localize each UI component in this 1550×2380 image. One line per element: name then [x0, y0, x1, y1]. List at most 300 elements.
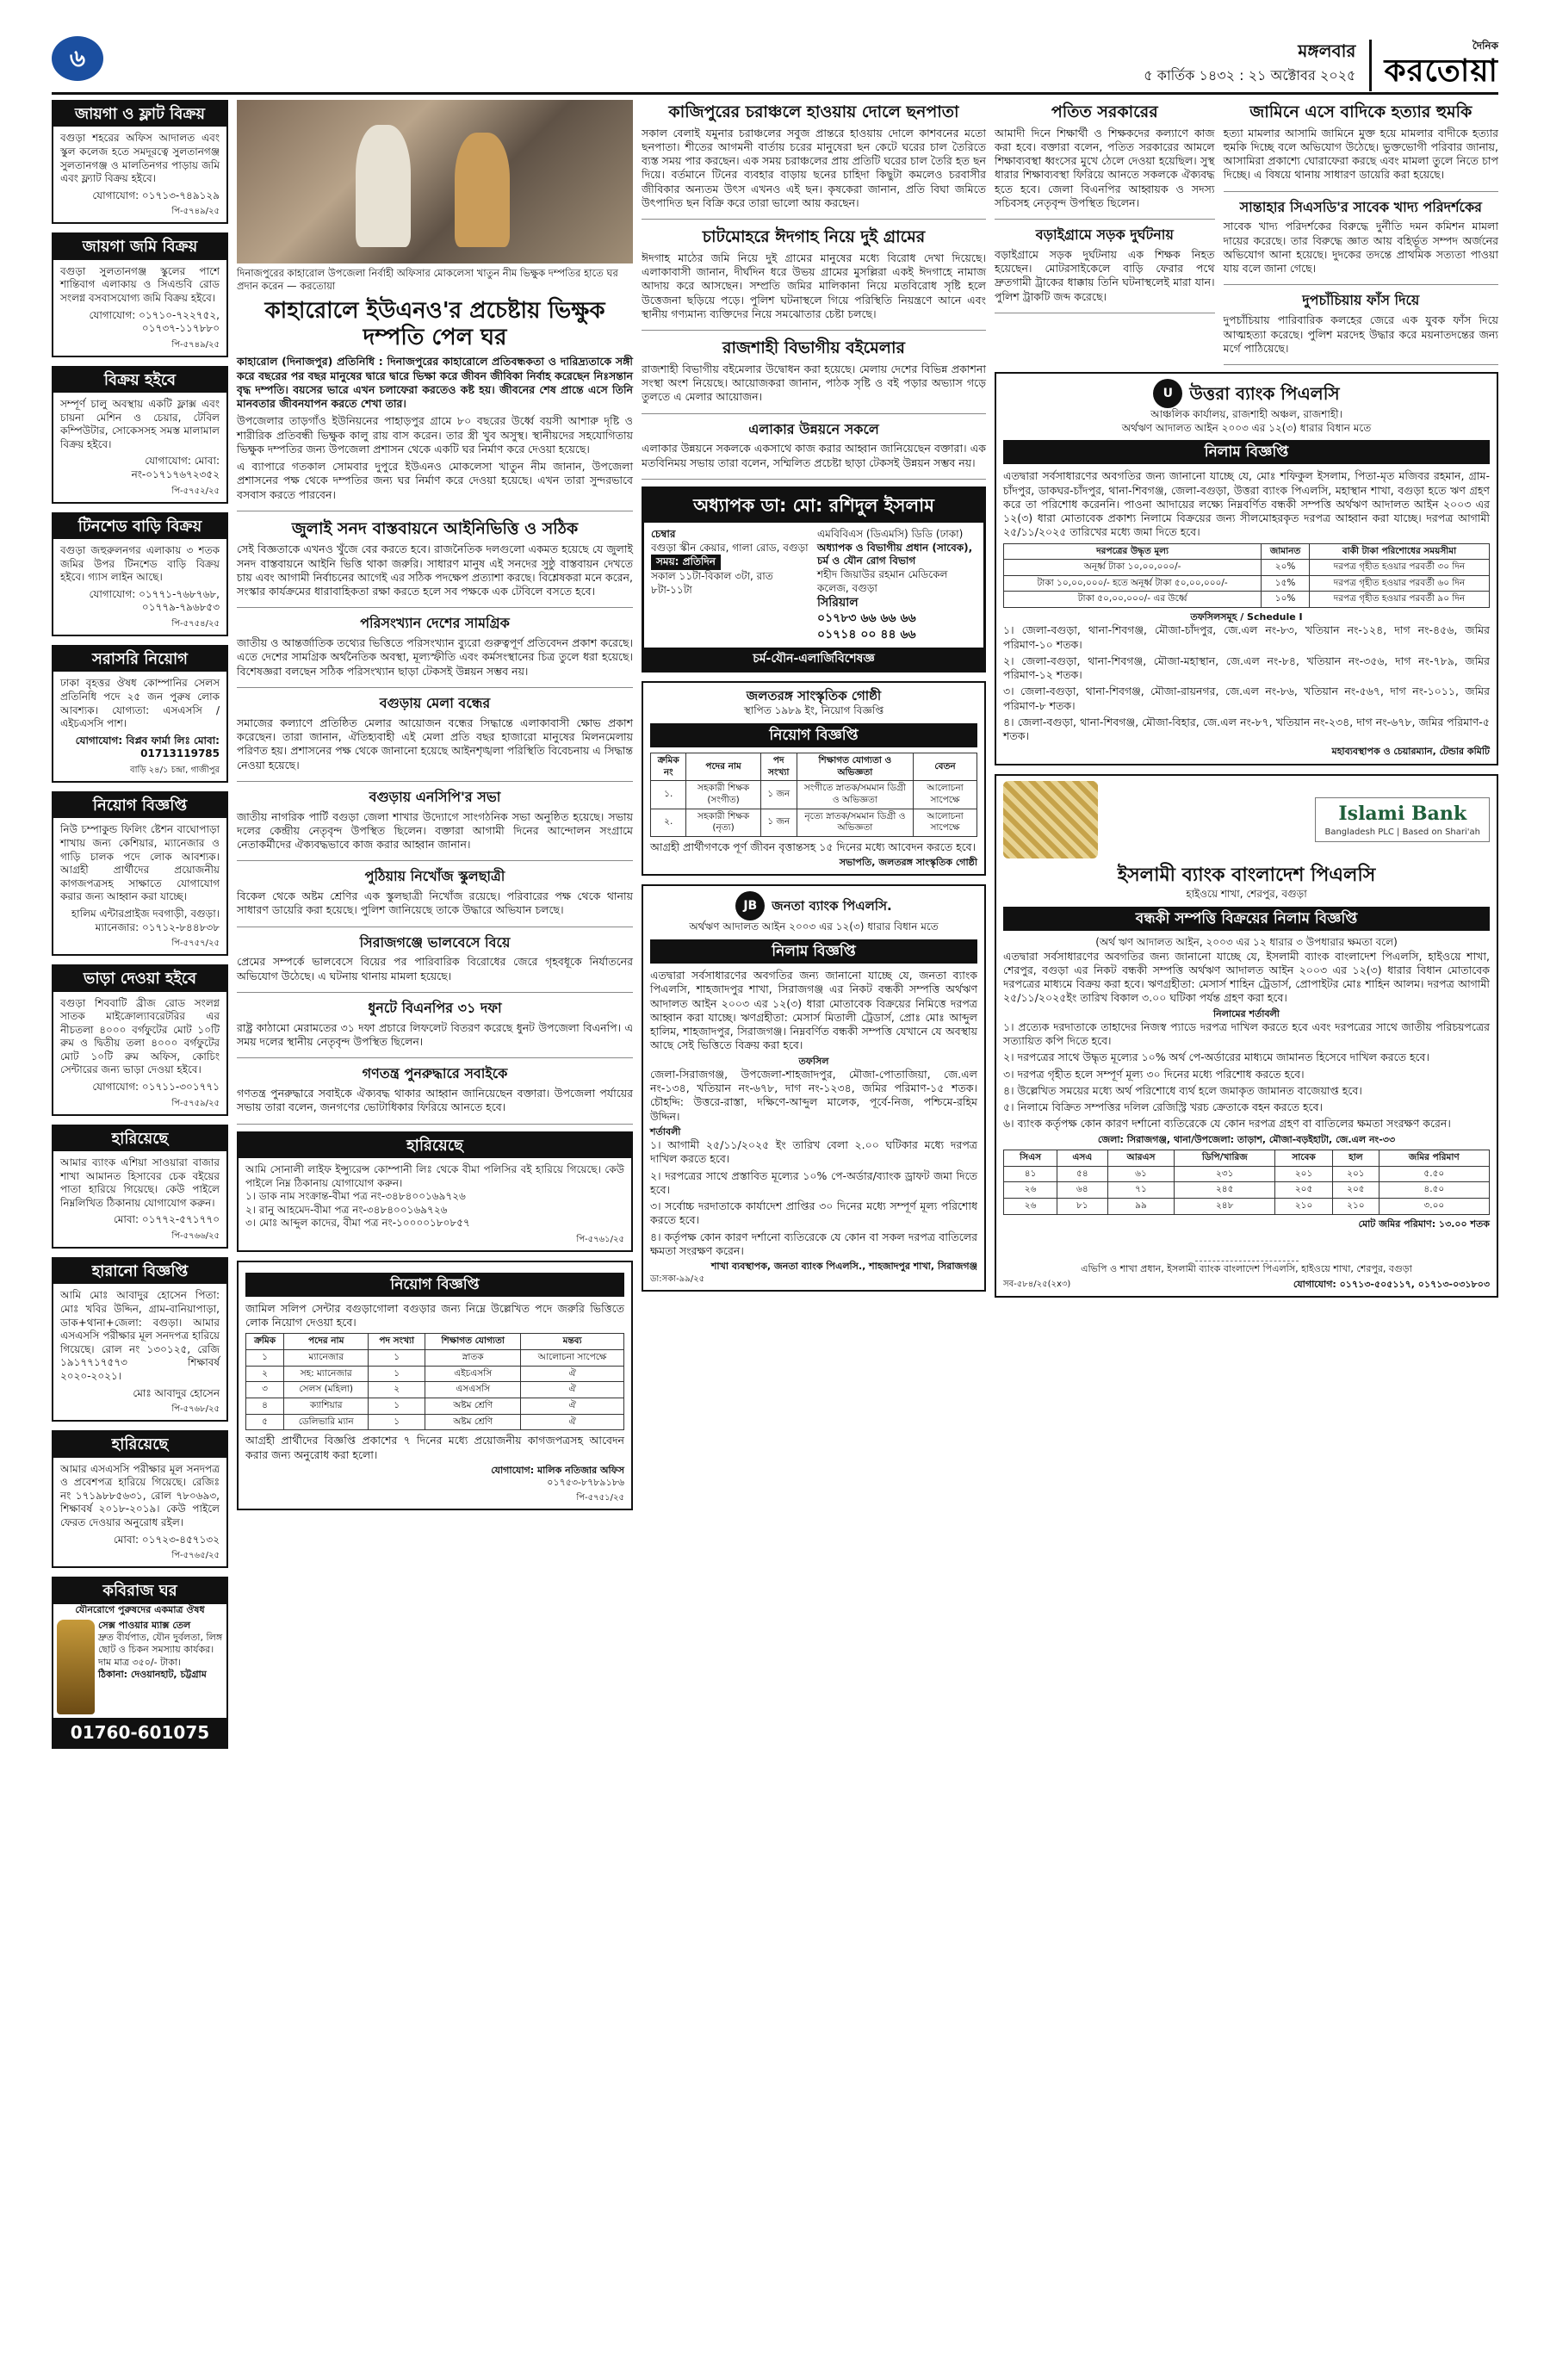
- uttara-title: নিলাম বিজ্ঞপ্তি: [1003, 440, 1490, 464]
- story-headline: কাজিপুরের চরাঞ্চলে হাওয়ায় দোলে ছনপাতা: [668, 102, 959, 121]
- notice-signature: সভাপতি, জলতরঙ্গ সাংস্কৃতিক গোষ্ঠী: [839, 857, 977, 869]
- table-cell: ৮১: [1057, 1198, 1107, 1214]
- story-body: জাতীয় নাগরিক পার্টি বগুড়া জেলা শাখার উদ্যোগে সাংগঠনিক সভা অনুষ্ঠিত হয়েছে। সভায় দলের কেন্দ্রীয় নেতৃবৃন্দ উপস্থিত ছিলেন। বক্তারা আগামী দিনের আন্দোলন সংগ্রামে নেতাকর্মীদের ঐক্যবদ্ধভাবে কাজ করার আহ্বান জানান।: [237, 809, 633, 852]
- classified-title: হারানো বিজ্ঞপ্তি: [53, 1259, 226, 1284]
- classified-text: আমার ব্যাংক এশিয়া সাওয়ারা বাজার শাখা আমানত হিসাবের চেক বইয়ের পাতা হারিয়ে গিয়েছে। কেউ পাইলে নিম্নলিখিত ঠিকানায় যোগাযোগ করুন।: [60, 1156, 220, 1209]
- lead-photo-caption: দিনাজপুরের কাহারোল উপজেলা নির্বাহী অফিসার মোকলেসা খাতুন নীম ভিক্ষুক দম্পতির হাতে ঘর প্রদান করেন — করতোয়া: [237, 267, 618, 292]
- table-cell: ৭১: [1107, 1182, 1175, 1199]
- kobiraj-body: [53, 1616, 226, 1718]
- doctor-ad: [642, 487, 986, 672]
- janata-law: অর্থঋণ আদালত আইন ২০০৩ এর ১২(৩) ধারার বিধান মতে: [689, 920, 939, 933]
- table-row: [246, 1398, 624, 1415]
- table-cell: ৯৯: [1107, 1198, 1175, 1214]
- table-cell: ঐ: [521, 1366, 624, 1382]
- janata-body: এতদ্বারা সর্বসাধারণের অবগতির জন্য জানানো যাচ্ছে যে, জনতা ব্যাংক পিএলসি, শাহজাদপুর শাখা, সিরাজগঞ্জ এর নিকট বন্ধকী সম্পত্তি অর্থঋণ আদালত আইন ২০০৩ এর ১২(৩) ধারা মোতাবেক বিক্রয়ের নিমিত্তে দরপত্র আহ্বান করা যাচ্ছে। ঋণগ্রহীতা: মেসার্স মিতালী ট্রেডার্স, প্রোঃ মোঃ আব্দুল হালিম, শাহজাদপুর, সিরাজগঞ্জ। নিম্নবর্ণিত বন্ধকী সম্পত্তি যেখানে যে অবস্থায় আছে সেই ভিত্তিতে বিক্রয় করা হবে।: [650, 969, 977, 1052]
- table-header: জমির পরিমাণ: [1379, 1150, 1489, 1166]
- lost-item: ৩। মোঃ আব্দুল কাদের, বীমা পত্র নং-১০০০০১৮০৮৫৭: [245, 1217, 470, 1230]
- table-header: বেতন: [913, 753, 976, 781]
- lead-paragraph: কাহারোল (দিনাজপুর) প্রতিনিধি : দিনাজপুরের কাহারোলে প্রতিবন্ধকতা ও দারিদ্র্যতাকে সঙ্গী করে বছরের পর বছর মানুষের দ্বারে দ্বারে ভিক্ষা করে জীবন জীবিকা নির্বাহ করেছেন নিঃসন্তান বৃদ্ধ দম্পতি। বয়সের ভারে এখন চলাফেরা করতেও কষ্ট হয়। জীবনের শেষ প্রান্তে এসে তিনি মানবতার জীবনযাপন করতে শেখা তার।: [237, 355, 633, 410]
- islami-condition: ৩। দরপত্র গৃহীত হলে সম্পূর্ণ মূল্য ৩০ দিনের মধ্যে পরিশোধ করতে হবে।: [1003, 1067, 1305, 1081]
- table-cell: অষ্টম শ্রেণি: [425, 1398, 521, 1415]
- classified-ad: [52, 366, 228, 504]
- news-story: [237, 789, 633, 862]
- news-story: [642, 102, 986, 220]
- uttara-office: আঞ্চলিক কার্যালয়, রাজশাহী অঞ্চল, রাজশাহী।: [1150, 408, 1342, 421]
- classifieds-column: [52, 100, 228, 2354]
- kobiraj-address: ঠিকানা: দেওয়ানহাট, চট্টগ্রাম: [98, 1669, 207, 1680]
- news-story: [1224, 102, 1498, 192]
- lost-notice-ref: পি-৫৭৬১/২৫: [576, 1234, 624, 1244]
- story-headline: সান্তাহার সিএসডি'র সাবেক খাদ্য পরিদর্শকের: [1239, 198, 1482, 215]
- classified-ref: পি-৫৭৬৬/২৫: [171, 1231, 220, 1242]
- classified-ad: [52, 964, 228, 1116]
- recruitment-intro: জামিল সলিপ সেন্টার বগুড়াগোলা বগুড়ার জন্য নিম্নে উল্লেখিত পদে জরুরি ভিত্তিতে লোক নিয়োগ দেওয়া হবে।: [245, 1301, 624, 1329]
- table-cell: ২০১: [1275, 1166, 1333, 1182]
- table-cell: দরপত্র গৃহীত হওয়ার পরবর্তী ৬০ দিন: [1309, 575, 1489, 592]
- uttara-signature: মহাব্যবস্থাপক ও চেয়ারম্যান, টেন্ডার কমিটি: [1331, 746, 1490, 758]
- page-columns: [52, 100, 1498, 2354]
- table-header: পদের নাম: [686, 753, 760, 781]
- recruitment-contact: যোগাযোগ: মালিক নতিজার অফিস: [491, 1464, 624, 1476]
- classified-ref: বাড়ি ২৪/১ চন্দ্রা, গাজীপুর: [130, 765, 220, 775]
- classified-contact: যোগাযোগ: ০১৭৭১-৭৬৮৭৬৮, ০১৭৭৯-৭৯৬৮৫৩: [89, 587, 220, 614]
- lost-item: ২। রানু আহমেদ-বীমা পত্র নং-৩৪৮৪০০১৬৯৭২৬: [245, 1203, 448, 1216]
- org-subtitle: স্থাপিত ১৯৮৯ ইং, নিয়োগ বিজ্ঞপ্তি: [743, 704, 884, 717]
- classified-contact: যোগাযোগ: ০১৭১১-৩০১৭৭১: [92, 1081, 220, 1094]
- chamber-label: চেম্বার: [651, 528, 676, 541]
- table-row: [1004, 1198, 1490, 1214]
- recruitment-title: নিয়োগ বিজ্ঞপ্তি: [245, 1273, 624, 1297]
- story-headline: এলাকার উন্নয়নে সকলে: [748, 420, 879, 437]
- table-cell: ৪: [246, 1398, 284, 1415]
- uttara-bank-name: উত্তরা ব্যাংক পিএলসি: [1189, 383, 1340, 405]
- table-row: [1004, 1182, 1490, 1199]
- doctor-designation: অধ্যাপক ও বিভাগীয় প্রধান (সাবেক), চর্ম ও যৌন রোগ বিভাগ: [817, 541, 973, 567]
- table-cell: ২৪৮: [1175, 1198, 1275, 1214]
- lead-paragraph: এ ব্যাপারে গতকাল সোমবার দুপুরে ইউএনও মোকলেসা খাতুন নীম জানান, উপজেলা প্রশাসনের পক্ষ থেকে দম্পতির জন্য ঘর নির্মাণ করে দেওয়া হয়েছে। এখন তারা সুন্দরভাবে বসবাস করতে পারবেন।: [237, 460, 633, 501]
- table-cell: ২: [246, 1366, 284, 1382]
- kobiraj-details: [98, 1620, 223, 1714]
- classified-text: আমার এসএসসি পরীক্ষার মূল সনদপত্র ও প্রবেশপত্র হারিয়ে গিয়েছে। রেজিঃ নং ১৭১৯৮৮৫৬৩১, রোল ৭৮০৬৯৩, শিক্ষাবর্ষ ২০১৮-২০১৯। কেউ পাইলে ফেরত দেওয়ার অনুরোধ রইল।: [60, 1462, 220, 1528]
- table-header-row: [1004, 543, 1490, 560]
- kobiraj-title: কবিরাজ ঘর: [53, 1578, 226, 1603]
- classified-title: সরাসরি নিয়োগ: [53, 647, 226, 672]
- table-cell: ৪.৫০: [1379, 1182, 1489, 1199]
- story-headline: জুলাই সনদ বাস্তবায়নে আইনিভিত্তি ও সঠিক: [291, 518, 579, 538]
- islami-auction-notice: [995, 774, 1498, 1298]
- story-body: সকাল বেলাই যমুনার চরাঞ্চলের সবুজ প্রান্তরে হাওয়ায় দোলে কাশবনের মতো ছনপাতা। শীতের আগমনী বার্তায় চরের মানুষেরা ছন কেটে ঘরের চাল তৈরিতে ব্যস্ত সময় পার করছেন। এক সময় চরাঞ্চলের প্রায় প্রতিটি ঘরের চাল তৈরি হত ছন দিয়ে। বর্তমানে টিনের ব্যবহার বাড়ায় ছনের চাহিদা কিছুটা কমলেও চরবাসীর জীবিকার অন্যতম উৎস এখনও এই ছন। কৃষকেরা জানান, প্রতি বিঘা জমিতে উৎপাদিত ছন বিক্রি করে তারা ভালো আয় করছেন।: [642, 126, 986, 209]
- janata-auction-notice: [642, 884, 986, 1291]
- kobiraj-text: দ্রুত বীর্যপাত, যৌন দুর্বলতা, লিঙ্গ ছোট ও চিকন সমস্যায় কার্যকর। দাম মাত্র ৩৫০/- টাকা।: [98, 1632, 223, 1668]
- story-body: সাবেক খাদ্য পরিদর্শকের বিরুদ্ধে দুর্নীতি দমন কমিশন মামলা দায়ের করেছে। তার বিরুদ্ধে জ্ঞাত আয় বহির্ভূত সম্পদ অর্জনের অভিযোগ আনা হয়েছে। দুদকের তদন্তে প্রাথমিক সত্যতা পাওয়া যায় বলে জানা গেছে।: [1223, 220, 1498, 276]
- jolotorongo-table: [650, 753, 977, 837]
- notice-banner: নিয়োগ বিজ্ঞপ্তি: [650, 723, 977, 747]
- classified-title: বিক্রয় হইবে: [53, 368, 226, 393]
- janata-condition: ২। দরপত্রের সাথে প্রস্তাবিত মূল্যের ১০% পে-অর্ডার/ব্যাংক ড্রাফট জমা দিতে হবে।: [650, 1168, 977, 1196]
- story-headline: বগুড়ায় এনসিপি'র সভা: [369, 788, 501, 805]
- lead-story: [237, 100, 633, 511]
- table-cell: নৃত্যে স্নাতক/সমমান ডিগ্রী ও অভিজ্ঞতা: [797, 809, 913, 836]
- table-cell: অনূর্ধ্ব টাকা ১০,০০,০০০/-: [1004, 560, 1262, 576]
- janata-header: [650, 891, 977, 920]
- table-row: [246, 1366, 624, 1382]
- table-cell: ২: [369, 1382, 425, 1398]
- story-headline: ধুনটে বিএনপির ৩১ দফা: [368, 999, 502, 1016]
- table-cell: ঐ: [521, 1414, 624, 1430]
- table-cell: ৬৪: [1057, 1182, 1107, 1199]
- classified-ad: [52, 791, 228, 956]
- classified-ref: পি-৫৭৫৪/২৫: [171, 619, 220, 629]
- table-header: মন্তব্য: [521, 1334, 624, 1350]
- classified-contact: হালিম এন্টারপ্রাইজ দবগাড়ী, বগুড়া। ম্যানেজার: ০১৭১২-৮৪৪৮৩৮: [71, 907, 220, 933]
- janata-ref: ডা:সকা-৯৯/২৫: [650, 1274, 705, 1284]
- table-cell: ১: [369, 1366, 425, 1382]
- classified-ref: পি-৫৭৫২/২৫: [171, 486, 220, 496]
- story-headline: বড়াইগ্রামে সড়ক দুর্ঘটনায়: [1035, 226, 1174, 244]
- janata-bank-logo: JB: [735, 891, 765, 920]
- table-header-row: [1004, 1150, 1490, 1166]
- table-header: সিএস: [1004, 1150, 1057, 1166]
- table-header: দরপত্রের উদ্ধৃত মূল্য: [1004, 543, 1262, 560]
- table-cell: সেলস (মহিলা): [284, 1382, 369, 1398]
- table-cell: ক্যাশিয়ার: [284, 1398, 369, 1415]
- table-cell: ২১০: [1333, 1198, 1380, 1214]
- islami-pattern-icon: [1003, 781, 1098, 858]
- table-cell: ২০%: [1262, 560, 1310, 576]
- table-cell: ২০৫: [1275, 1182, 1333, 1199]
- story-body: রাজশাহী বিভাগীয় বইমেলার উদ্বোধন করা হয়েছে। মেলায় দেশের বিভিন্ন প্রকাশনা সংস্থা অংশ নিয়েছে। আয়োজকরা জানান, পাঠক সৃষ্টি ও বই পড়ার অভ্যাস গড়ে তুলতে এ মেলার আয়োজন।: [642, 362, 986, 404]
- table-cell: ১: [369, 1350, 425, 1367]
- brand-prefix: দৈনিক: [1472, 39, 1498, 52]
- islami-conditions-title: নিলামের শর্তাবলী: [1213, 1007, 1280, 1020]
- kobiraj-ad: [52, 1577, 228, 1749]
- story-headline: গণতন্ত্র পুনরুদ্ধারে সবাইকে: [362, 1065, 508, 1082]
- classified-text: নিউ চম্পাকুন্ড ফিলিং ষ্টেশন বাঘোপাড়া শাখায় জন্য কেশিয়ার, ম্যানেজার ও গাড়ি চালক পদে লোক আবশ্যক। আগ্রহী প্রার্থীদের প্রয়োজনীয় কাগজপত্রসহ সাক্ষাতে যোগাযোগ করার জন্য আহ্বান করা যাচ্ছে।: [60, 823, 220, 903]
- table-cell: ২১০: [1275, 1198, 1333, 1214]
- islami-condition: ২। দরপত্রের সাথে উদ্ধৃত মূল্যের ১০% অর্থ পে-অর্ডারের মাধ্যমে জামানত হিসেবে দাখিল করতে হবে।: [1003, 1051, 1429, 1064]
- classified-contact: মোবা: ০১৭৭২-৫৭১৭৭০: [113, 1213, 220, 1226]
- news-column-right: [995, 100, 1498, 2354]
- classified-contact: যোগাযোগ: ০১৭১৩-৭৪৯১২৯: [92, 189, 220, 201]
- islami-condition: ৬। ব্যাংক কর্তৃপক্ষ কোন কারণ দর্শানো ব্যতিরেকে যে কোন দরপত্র গ্রহণ বা বাতিলের ক্ষমতা সংরক্ষণ করেন।: [1003, 1117, 1451, 1131]
- table-row: [246, 1414, 624, 1430]
- news-story: [1224, 292, 1498, 365]
- table-row: [1004, 1166, 1490, 1182]
- classified-contact: মোবা: ০১৭২৩-৪৫৭১৩২: [113, 1533, 220, 1546]
- table-cell: ৬১: [1107, 1166, 1175, 1182]
- table-cell: ২৬: [1004, 1182, 1057, 1199]
- islami-law: (অর্থ ঋণ আদালত আইন, ২০০৩ এর ১২ ধারার ৩ উপধারার ক্ষমতা বলে): [1095, 936, 1398, 948]
- janata-schedule: জেলা-সিরাজগঞ্জ, উপজেলা-শাহজাদপুর, মৌজা-পোতাজিয়া, জে.এল নং-১৩৪, খতিয়ান নং-৬৭৮, দাগ নং-১২৩৪, জমির পরিমাণ-১৫ শতক। চৌহদ্দি: উত্তরে-রাস্তা, দক্ষিণে-আব্দুল মালেক, পূর্বে-নিজ, পশ্চিমে-রহিম উদ্দিন।: [650, 1067, 977, 1123]
- table-cell: ৪১: [1004, 1166, 1057, 1182]
- table-cell: ৫৪: [1057, 1166, 1107, 1182]
- classified-text: বগুড়া শিববাটি ব্রীজ রোড সংলগ্ন সাতক মাইক্রোল্যাবরেটরির এর নীচতলা ৪০০০ বর্গফুটের মোট ১০টি রুম ও দ্বিতীয় তলা ৪০০০ বর্গফুটের মোট ১০টি রুম অফিস, কোচিং সেন্টারের জন্য ভাড়া দেওয়া হইবে।: [60, 996, 220, 1076]
- notice-note: আগ্রহী প্রার্থীগণকে পূর্ণ জীবন বৃত্তান্তসহ ১৫ দিনের মধ্যে আবেদন করতে হবে।: [650, 840, 976, 853]
- story-headline: চাটমোহরে ঈদগাহ নিয়ে দুই গ্রামের: [702, 227, 926, 247]
- table-cell: আলোচনা সাপেক্ষে: [913, 809, 976, 836]
- islami-bank-name: ইসলামী ব্যাংক বাংলাদেশ পিএলসি: [1117, 864, 1376, 886]
- classified-ad: [52, 1430, 228, 1568]
- story-headline: পুঠিয়ায় নিখোঁজ স্কুলছাত্রী: [364, 868, 505, 885]
- jolotorongo-notice: [642, 681, 986, 877]
- recruitment-notice: [237, 1261, 633, 1511]
- janata-title: নিলাম বিজ্ঞপ্তি: [650, 939, 977, 964]
- news-column-center: [642, 100, 986, 2354]
- classified-contact: যোগাযোগ: মোবা: নং-০১৭১৭৬৭২৩৫২: [131, 455, 220, 481]
- table-cell: সংগীতে স্নাতক/সমমান ডিগ্রী ও অভিজ্ঞতা: [797, 781, 913, 809]
- recruitment-footer: আগ্রহী প্রার্থীদের বিজ্ঞপ্তি প্রকাশের ৭ দিনের মধ্যে প্রয়োজনীয় কাগজপত্রসহ আবেদন করার জন্য অনুরোধ করা হলো।: [245, 1434, 624, 1461]
- news-column-left: [237, 100, 633, 2354]
- signature-mark: [1195, 1239, 1299, 1261]
- table-cell: ১ জন: [760, 781, 797, 809]
- news-story: [237, 868, 633, 927]
- table-row: [1004, 560, 1490, 576]
- uttara-deposit-table: [1003, 543, 1490, 609]
- top-stories-row: [995, 100, 1498, 372]
- islami-schedule-table: [1003, 1150, 1490, 1215]
- news-story: [237, 1065, 633, 1124]
- table-cell: ম্যানেজার: [284, 1350, 369, 1367]
- uttara-schedule-item: ৪। জেলা-বগুড়া, থানা-শিবগঞ্জ, মৌজা-বিহার, জে.এল নং-৮৭, খতিয়ান নং-২৩৪, দাগ নং-৬৭৮, জমির পরিমাণ-৫ শতক।: [1003, 715, 1490, 743]
- news-story: [642, 226, 986, 331]
- islami-signature: এভিপি ও শাখা প্রধান, ইসলামী ব্যাংক বাংলাদেশ পিএলসি, হাইওয়ে শাখা, শেরপুর, বগুড়া: [1081, 1262, 1412, 1274]
- islami-title: বন্ধকী সম্পত্তি বিক্রয়ের নিলাম বিজ্ঞপ্তি: [1003, 907, 1490, 931]
- story-body: দুপচাঁচিয়ায় পারিবারিক কলহের জেরে এক যুবক ফাঁস দিয়ে আত্মহত্যা করেছে। পুলিশ মরদেহ উদ্ধার করে ময়নাতদন্তের জন্য মর্গে পাঠিয়েছে।: [1223, 313, 1498, 355]
- page-number-logo: ৬: [52, 36, 103, 81]
- janata-condition: ১। আগামী ২৫/১১/২০২৫ ইং তারিখ বেলা ২.০০ ঘটিকার মধ্যে দরপত্র দাখিল করতে হবে।: [650, 1138, 977, 1166]
- kobiraj-phone: 01760-601075: [53, 1718, 226, 1747]
- classified-contact: যোগাযোগ: ০১৭১০-৭২২৭৫২, ০১৭৩৭-১১৭৮৮০: [89, 308, 220, 335]
- table-row: [651, 781, 977, 809]
- table-header: সাবেক: [1275, 1150, 1333, 1166]
- uttara-schedule-item: ১। জেলা-বগুড়া, থানা-শিবগঞ্জ, মৌজা-চাঁদপুর, জে.এল নং-৮৩, খতিয়ান নং-১২৪, দাগ নং-৪৫৬, জমির পরিমাণ-১০ শতক।: [1003, 623, 1490, 651]
- classified-text: বগুড়া জহুরুলনগর এলাকায় ৩ শতক জমির উপর টিনশেড বাড়ি বিক্রয় হইবে। গ্যাস লাইন আছে।: [60, 544, 220, 584]
- islami-condition: ৪। উল্লেখিত সময়ের মধ্যে অর্থ পরিশোধে ব্যর্থ হলে জমাকৃত জামানত বাজেয়াপ্ত হবে।: [1003, 1083, 1362, 1097]
- uttara-header: [1003, 379, 1490, 408]
- islami-logo-sub: Bangladesh PLC | Based on Shari'ah: [1324, 827, 1480, 837]
- table-cell: ৫.৫০: [1379, 1166, 1489, 1182]
- table-cell: ১.: [651, 781, 686, 809]
- table-cell: সহ: ম্যানেজার: [284, 1366, 369, 1382]
- table-cell: আলোচনা সাপেক্ষে: [521, 1350, 624, 1367]
- table-cell: সহকারী শিক্ষক (সংগীত): [686, 781, 760, 809]
- classified-title: টিনশেড বাড়ি বিক্রয়: [53, 514, 226, 539]
- table-cell: ২.: [651, 809, 686, 836]
- newspaper-brand: [1384, 40, 1498, 91]
- classified-text: সম্পূর্ণ চালু অবস্থায় একটি ফ্লাক্স এবং চায়না মেশিন ও চেয়ার, টেবিল কম্পিউটার, সোকেসসহ সমস্ত মালামাল বিক্রয় হইবে।: [60, 398, 220, 450]
- classified-ad: [52, 232, 228, 356]
- table-cell: স্নাতক: [425, 1350, 521, 1367]
- story-body: গণতন্ত্র পুনরুদ্ধারে সবাইকে ঐক্যবদ্ধ থাকার আহ্বান জানিয়েছেন বক্তারা। উপজেলা পর্যায়ের সভায় তারা বলেন, জনগণের ভোটাধিকার ফিরিয়ে আনতে হবে।: [237, 1087, 633, 1114]
- issue-date-text: ৫ কার্তিক ১৪৩২ : ২১ অক্টোবর ২০২৫: [1144, 67, 1356, 84]
- table-cell: ২০৫: [1333, 1182, 1380, 1199]
- classified-ad: [52, 645, 228, 783]
- table-header: পদের নাম: [284, 1334, 369, 1350]
- masthead: [52, 34, 1498, 95]
- classified-title: জায়গা ও ফ্লাট বিক্রয়: [53, 102, 226, 127]
- classified-contact: যোগাযোগ: বিপ্লব ফার্মা লিঃ মোবা: 01713119785: [75, 734, 220, 760]
- table-header: ক্রমিক নং: [651, 753, 686, 781]
- janata-condition: ৪। কর্তৃপক্ষ কোন কারণ দর্শানো ব্যতিরেকে যে কোন বা সকল দরপত্র বাতিলের ক্ষমতা সংরক্ষণ করেন।: [650, 1230, 977, 1257]
- table-cell: ২৪৫: [1175, 1182, 1275, 1199]
- table-header: পদ সংখ্যা: [760, 753, 797, 781]
- classified-ref: পি-৫৭৪৯/২৫: [171, 207, 220, 217]
- serial-label: সিরিয়াল: [817, 596, 859, 610]
- issue-date: [1144, 40, 1372, 91]
- table-header: ক্রমিক: [246, 1334, 284, 1350]
- story-body: এলাকার উন্নয়নে সকলকে একসাথে কাজ করার আহ্বান জানিয়েছেন বক্তারা। এক মতবিনিময় সভায় তারা বলেন, সম্মিলিত প্রচেষ্টা ছাড়া টেকসই উন্নয়ন সম্ভব নয়।: [642, 442, 986, 469]
- janata-condition: ৩। সর্বোচ্চ দরদাতাকে কার্যাদেশ প্রাপ্তির ৩০ দিনের মধ্যে সম্পূর্ণ মূল্য পরিশোধ করতে হবে।: [650, 1199, 977, 1227]
- story-headline: পতিত সরকারের: [1051, 102, 1158, 121]
- table-header: শিক্ষাগত যোগ্যতা: [425, 1334, 521, 1350]
- islami-logo: [1315, 797, 1490, 842]
- news-story: [237, 615, 633, 688]
- table-cell: সহকারী শিক্ষক (নৃত্য): [686, 809, 760, 836]
- uttara-schedule-item: ৩। জেলা-বগুড়া, থানা-শিবগঞ্জ, মৌজা-রায়নগর, জে.এল নং-৮৬, খতিয়ান নং-৫৬৭, দাগ নং-১০১১, জমির পরিমাণ-৮ শতক।: [1003, 685, 1490, 712]
- janata-conditions-title: শর্তাবলী: [650, 1125, 681, 1137]
- story-body: প্রেমের সম্পর্কে ভালবেসে বিয়ের পর পারিবারিক বিরোধের জেরে গৃহবধূকে নির্যাতনের অভিযোগ উঠেছে। এ ঘটনায় থানায় মামলা হয়েছে।: [237, 955, 633, 982]
- recruitment-phone: ০১৭৫৩-৮৭৮৯১৮৬: [547, 1477, 624, 1489]
- table-row: [246, 1350, 624, 1367]
- doctor-body: [644, 523, 983, 648]
- table-cell: ঐ: [521, 1398, 624, 1415]
- news-story: [1224, 199, 1498, 286]
- uttara-bank-logo: U: [1153, 379, 1182, 408]
- islami-phone: যোগাযোগ: ০১৭১৩-৫০৫১১৭, ০১৭১৩-০৩১৮০৩: [1293, 1279, 1490, 1291]
- masthead-right: [1144, 34, 1498, 91]
- islami-ref: সব-৫৮৪/২৫(২x৩): [1003, 1280, 1071, 1290]
- table-header: হাল: [1333, 1150, 1380, 1166]
- islami-header: [1003, 781, 1490, 858]
- table-row: [246, 1382, 624, 1398]
- islami-branch: হাইওয়ে শাখা, শেরপুর, বগুড়া: [1186, 888, 1307, 901]
- top-stories-right: [1224, 100, 1498, 372]
- islami-schedule-caption: জেলা: সিরাজগঞ্জ, থানা/উপজেলা: তাড়াশ, মৌজা-বড়ইহাটা, জে.এল নং-৩৩: [1097, 1133, 1396, 1145]
- news-story: [237, 1000, 633, 1058]
- story-headline: সিরাজগঞ্জে ভালবেসে বিয়ে: [359, 933, 511, 951]
- classified-ref: পি-৫৭৬৫/২৫: [171, 1551, 220, 1561]
- story-body: আমাদী দিনে শিক্ষার্থী ও শিক্ষকদের কল্যাণে কাজ করা হবে। বক্তারা বলেন, পতিত সরকারের আমলে শিক্ষাব্যবস্থা ধ্বংসের মুখে ঠেলে দেওয়া হয়েছিল। সুস্থ ধারার শিক্ষাব্যবস্থা ফিরিয়ে আনতে সকলকে ঐক্যবদ্ধ হতে হবে। জেলা বিএনপির আহ্বায়ক ও সদস্য সচিবসহ নেতৃবৃন্দ উপস্থিত ছিলেন।: [995, 126, 1215, 209]
- janata-signature: শাখা ব্যবস্থাপক, জনতা ব্যাংক পিএলসি., শাহজাদপুর শাখা, সিরাজগঞ্জ: [710, 1261, 977, 1273]
- lead-paragraph: উপজেলার তাড়গাঁও ইউনিয়নের পাহাড়পুর গ্রামে ৮০ বছরের উর্ধ্বে বয়সী আশারু দৃষ্টি ও শারীরিক প্রতিবন্ধী ভিক্ষুক কালু রায় বাস করেন। তার স্ত্রী খুব অসুস্থ। স্থানীয়দের সহযোগিতায় ভিক্ষুক দম্পতির জন্য উপজেলা প্রশাসন থেকে একটি ঘর নির্মাণ করে দেওয়া হয়েছে।: [237, 414, 633, 456]
- classified-title: ভাড়া দেওয়া হইবে: [53, 966, 226, 991]
- table-cell: ৩.০০: [1379, 1198, 1489, 1214]
- story-body: সমাজের কল্যাণে প্রতিষ্ঠিত মেলার আয়োজন বন্ধের সিদ্ধান্তে এলাকাবাসী ক্ষোভ প্রকাশ করেছেন। তারা জানান, ঐতিহ্যবাহী এই মেলা প্রতি বছর হাজারো মানুষের মিলনমেলায় পরিণত হয়। প্রশাসনের পক্ষ থেকে জানানো হয়েছে আইনশৃঙ্খলা পরিস্থিতি বিবেচনায় এ সিদ্ধান্ত নেওয়া হয়েছে।: [237, 716, 633, 772]
- lost-notice: [237, 1131, 633, 1252]
- story-body: ঈদগাহ মাঠের জমি নিয়ে দুই গ্রামের মানুষের মধ্যে বিরোধ দেখা দিয়েছে। এলাকাবাসী জানান, দীর্ঘদিন ধরে উভয় গ্রামের মুসল্লিরা একই ঈদগাহে নামাজ আদায় করে আসছেন। সম্প্রতি জমির মালিকানা নিয়ে মতবিরোধ সৃষ্টি হলে উত্তেজনা ছড়িয়ে পড়ে। পুলিশ ঘটনাস্থলে গিয়ে পরিস্থিতি নিয়ন্ত্রণে আনে এবং স্থানীয় গণ্যমান্য ব্যক্তিদের নিয়ে সমঝোতার চেষ্টা চলছে।: [642, 251, 986, 320]
- news-story: [642, 421, 986, 480]
- classified-ad: [52, 100, 228, 224]
- table-cell: টাকা ৫০,০০,০০০/- এর উর্ধ্বে: [1004, 592, 1262, 608]
- table-cell: এসএসসি: [425, 1382, 521, 1398]
- lost-notice-title: হারিয়েছে: [239, 1133, 631, 1158]
- story-body: বড়াইগ্রামে সড়ক দুর্ঘটনায় এক শিক্ষক নিহত হয়েছেন। মোটরসাইকেলে বাড়ি ফেরার পথে দ্রুতগামী ট্রাকের ধাক্কায় তিনি ঘটনাস্থলেই মারা যান। পুলিশ ট্রাকটি জব্দ করেছে।: [995, 247, 1215, 303]
- news-story: [237, 518, 633, 609]
- news-story: [995, 226, 1215, 313]
- islami-total: মোট জমির পরিমাণ: ১৩.০০ শতক: [1358, 1218, 1490, 1230]
- table-cell: আলোচনা সাপেক্ষে: [913, 781, 976, 809]
- lead-headline: কাহারোলে ইউএনও'র প্রচেষ্টায় ভিক্ষুক দম্পতি পেল ঘর: [264, 297, 605, 351]
- classified-ad: [52, 1257, 228, 1422]
- table-cell: ২৬: [1004, 1198, 1057, 1214]
- doctor-credentials: [817, 528, 976, 642]
- story-body: বিকেল থেকে অষ্টম শ্রেণির এক স্কুলছাত্রী নিখোঁজ রয়েছে। পরিবারের পক্ষ থেকে থানায় সাধারণ ডায়েরি করা হয়েছে। পুলিশ জানিয়েছে তাকে উদ্ধারে অভিযান চলছে।: [237, 889, 633, 917]
- story-body: রাষ্ট্র কাঠামো মেরামতের ৩১ দফা প্রচারে লিফলেট বিতরণ করেছে ধুনট উপজেলা বিএনপি। এ সময় দলের স্থানীয় নেতৃবৃন্দ উপস্থিত ছিলেন।: [237, 1020, 633, 1048]
- time-label: সময়: প্রতিদিন: [651, 555, 721, 570]
- story-headline: রাজশাহী বিভাগীয় বইমেলার: [722, 338, 905, 358]
- kobiraj-subtitle: যৌনরোগে পুরুষদের একমাত্র ঔষধ: [75, 1603, 205, 1615]
- top-stories-left: [995, 100, 1215, 372]
- table-cell: অষ্টম শ্রেণি: [425, 1414, 521, 1430]
- story-body: হত্যা মামলার আসামি জামিনে মুক্ত হয়ে মামলার বাদীকে হত্যার হুমকি দিচ্ছে বলে অভিযোগ উঠেছে। ভুক্তভোগী পরিবার জানায়, আসামিরা প্রকাশ্যে ঘোরাফেরা করছে এবং মামলা তুলে নিতে চাপ দিচ্ছে। এ বিষয়ে থানায় সাধারণ ডায়েরি করা হয়েছে।: [1223, 126, 1498, 182]
- table-cell: ৫: [246, 1414, 284, 1430]
- table-header: আরএস: [1107, 1150, 1175, 1166]
- table-header: এসএ: [1057, 1150, 1107, 1166]
- doctor-chamber: [651, 528, 810, 642]
- classified-contact: মোঃ আবাদুর হোসেন: [133, 1386, 220, 1399]
- news-story: [237, 934, 633, 993]
- uttara-auction-notice: [995, 372, 1498, 765]
- table-cell: দরপত্র গৃহীত হওয়ার পরবর্তী ৩০ দিন: [1309, 560, 1489, 576]
- classified-title: হারিয়েছে: [53, 1432, 226, 1457]
- table-header: বাকী টাকা পরিশোধের সময়সীমা: [1309, 543, 1489, 560]
- classified-text: ঢাকা বৃহত্তর ঔষধ কোম্পানির সেলস প্রতিনিধি পদে ২৫ জন পুরুষ লোক আবশ্যক। যোগ্যতা: এসএসসি / এইচএসসি পাশ।: [60, 677, 220, 730]
- table-cell: ২৩১: [1175, 1166, 1275, 1182]
- table-header: পদ সংখ্যা: [369, 1334, 425, 1350]
- oil-bottle-icon: [57, 1620, 95, 1714]
- uttara-schedule-title: তফসিলসমূহ / Schedule I: [1190, 611, 1303, 623]
- table-header: ডিপি/খারিজ: [1175, 1150, 1275, 1166]
- classified-text: বগুড়া শহরের অফিস আদালত এবং স্কুল কলেজ হতে সমদূরত্বে সুলতানগঞ্জ সুলতানগঞ্জ ও মালতিনগর পাড়ায় জমি এবং ফ্ল্যাট বিক্রয় হইবে।: [60, 132, 220, 185]
- table-cell: ১: [369, 1414, 425, 1430]
- classified-ad: [52, 1125, 228, 1249]
- islami-condition: ৫। নিলামে বিক্রিত সম্পত্তির দলিল রেজিস্ট্রি খরচ ক্রেতাকে বহন করতে হবে।: [1003, 1100, 1324, 1114]
- table-cell: ২০১: [1333, 1166, 1380, 1182]
- table-cell: ঐ: [521, 1382, 624, 1398]
- table-cell: ডেলিভারি ম্যান: [284, 1414, 369, 1430]
- doctor-specialty: চর্ম-যৌন-এলার্জিবিশেষজ্ঞ: [644, 648, 983, 670]
- news-story: [237, 695, 633, 782]
- table-cell: ১০%: [1262, 592, 1310, 608]
- serial-phone-2: ০১৭১৪ ০০ ৪৪ ৬৬: [817, 627, 916, 641]
- table-cell: দরপত্র গৃহীত হওয়ার পরবর্তী ৯০ দিন: [1309, 592, 1489, 608]
- classified-ref: পি-৫৭৫৭/২৫: [171, 939, 220, 949]
- brand-name: করতোয়া: [1384, 53, 1498, 90]
- islami-condition: ১। প্রত্যেক দরদাতাকে তাহাদের নিজস্ব প্যাডে দরপত্র দাখিল করতে হবে এবং দরপত্রের সাথে জাতীয় পরিচয়পত্রের সত্যায়িত কপি দিতে হবে।: [1003, 1020, 1490, 1048]
- table-cell: ১: [246, 1350, 284, 1367]
- classified-ref: পি-৫৭৫৯/২৫: [171, 1098, 220, 1108]
- recruitment-ref: পি-৫৭৫১/২৫: [576, 1493, 624, 1503]
- story-headline: দুপচাঁচিয়ায় ফাঁস দিয়ে: [1302, 292, 1420, 309]
- doctor-name: অধ্যাপক ডা: মো: রশিদুল ইসলাম: [644, 489, 983, 523]
- issue-day: মঙ্গলবার: [1298, 40, 1356, 61]
- islami-logo-main: Islami Bank: [1338, 802, 1467, 825]
- table-header-row: [651, 753, 977, 781]
- table-cell: ১: [369, 1398, 425, 1415]
- islami-footer: [1003, 1279, 1490, 1291]
- lost-item: ১। ডাক নাম সংক্রান্ত-বীমা পত্র নং-৩৪৮৪০০১৬৯৭২৬: [245, 1190, 466, 1203]
- lost-notice-text: আমি সোনালী লাইফ ইন্স্যুরেন্স কোম্পানী লিঃ থেকে বীমা পলিসির বই হারিয়ে গিয়েছে। কেউ পাইলে নিম্ন ঠিকানায় যোগাযোগ করুন।: [245, 1162, 624, 1189]
- table-row: [1004, 592, 1490, 608]
- kobiraj-product: সেক্স পাওয়ার ম্যাক্স তেল: [98, 1619, 191, 1631]
- classified-ad: [52, 512, 228, 636]
- table-row: [651, 809, 977, 836]
- table-header-row: [246, 1334, 624, 1350]
- chamber-address: বগুড়া স্কীন কেয়ার, গালা রোড, বগুড়া: [651, 541, 809, 554]
- table-cell: এইচএসসি: [425, 1366, 521, 1382]
- story-headline: বগুড়ায় মেলা বন্ধের: [379, 694, 491, 711]
- story-headline: পরিসংখ্যান দেশের সামগ্রিক: [360, 615, 510, 632]
